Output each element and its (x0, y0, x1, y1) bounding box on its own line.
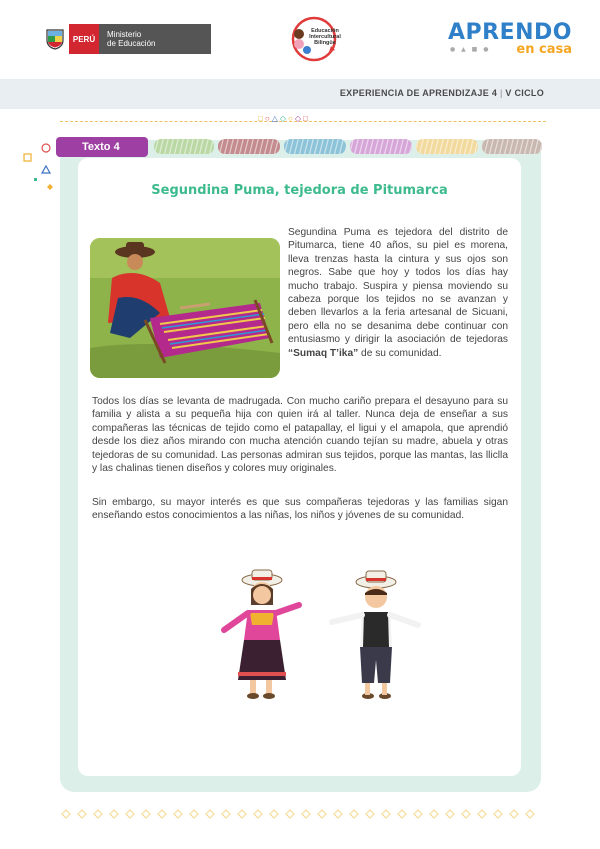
paragraph-3: Sin embargo, su mayor interés es que sus compañeras tejedoras y las familias sigan enseñando estos conocimientos a las niñas, los niños y jóvenes de su comunidad. (92, 497, 508, 522)
peru-label: PERÚ (69, 24, 99, 54)
ministry-logo (45, 24, 211, 54)
ministry-label (99, 24, 211, 54)
ministry-line-2: de Educación (107, 39, 156, 48)
text-tab: Texto 4 (56, 137, 148, 157)
brand-bottom: en casa (516, 42, 572, 57)
experience-header (340, 88, 544, 98)
aprendo-en-casa-logo (448, 22, 572, 57)
band-separator: | (499, 88, 503, 98)
peru-shield-icon (45, 28, 65, 50)
intro-end: de su comunidad. (358, 347, 442, 359)
eib-label: Educación Intercultural Bilingüe (309, 28, 341, 46)
ministry-line-1: Ministerio (107, 30, 142, 39)
weaver-illustration (90, 238, 280, 378)
footer-ornament-icon (56, 808, 544, 820)
association-name: “Sumaq T’ika” (288, 347, 359, 359)
shapes-ornament: □○△◇○◇□ (258, 114, 310, 123)
paragraph-2: Todos los días se levanta de madrugada. Con mucho cariño prepara el desayuno para su familia y alista a su pequeña hija con quien irá al taller. Nunca deja de enseñar a sus compañeras las técnicas de tejido como el patapallay, el ligui y el amapola, que aprendió desde los diez años mirando con mucha atención cuando tejían su madre, abuela y otras tejedoras de su comunidad. Las personas admiran sus tejidos, porque las mantas, las lliclla y las chalinas tienen diseños y colores muy originales. (92, 396, 508, 475)
children-illustration (214, 565, 424, 710)
experience-label: EXPERIENCIA DE APRENDIZAJE 4 (339, 88, 498, 98)
brand-top: APRENDO (448, 20, 572, 45)
intro-text: Segundina Puma es tejedora del distrito de Pitumarca, tiene 40 años, su piel es morena, lleva trenzas hasta la cintura y sus ojos son negros. Sabe que hoy y todos los días hay mucho trabajo. Suspira y piensa moviendo su cabeza porque los tejidos no se avanzan y deben llevarlos a la feria artesanal de Sicuani, pero ella no se desanima debe continuar con entusiasmo y dirigir la asociación de tejedoras (288, 227, 508, 346)
brand-dots-icon: ● ▲ ■ ● (450, 46, 491, 53)
intro-paragraph (288, 226, 508, 360)
story-title: Segundina Puma, tejedora de Pitumarca (151, 183, 448, 198)
cycle-label: V CICLO (505, 88, 544, 98)
yarn-decoration-icon (154, 136, 544, 156)
